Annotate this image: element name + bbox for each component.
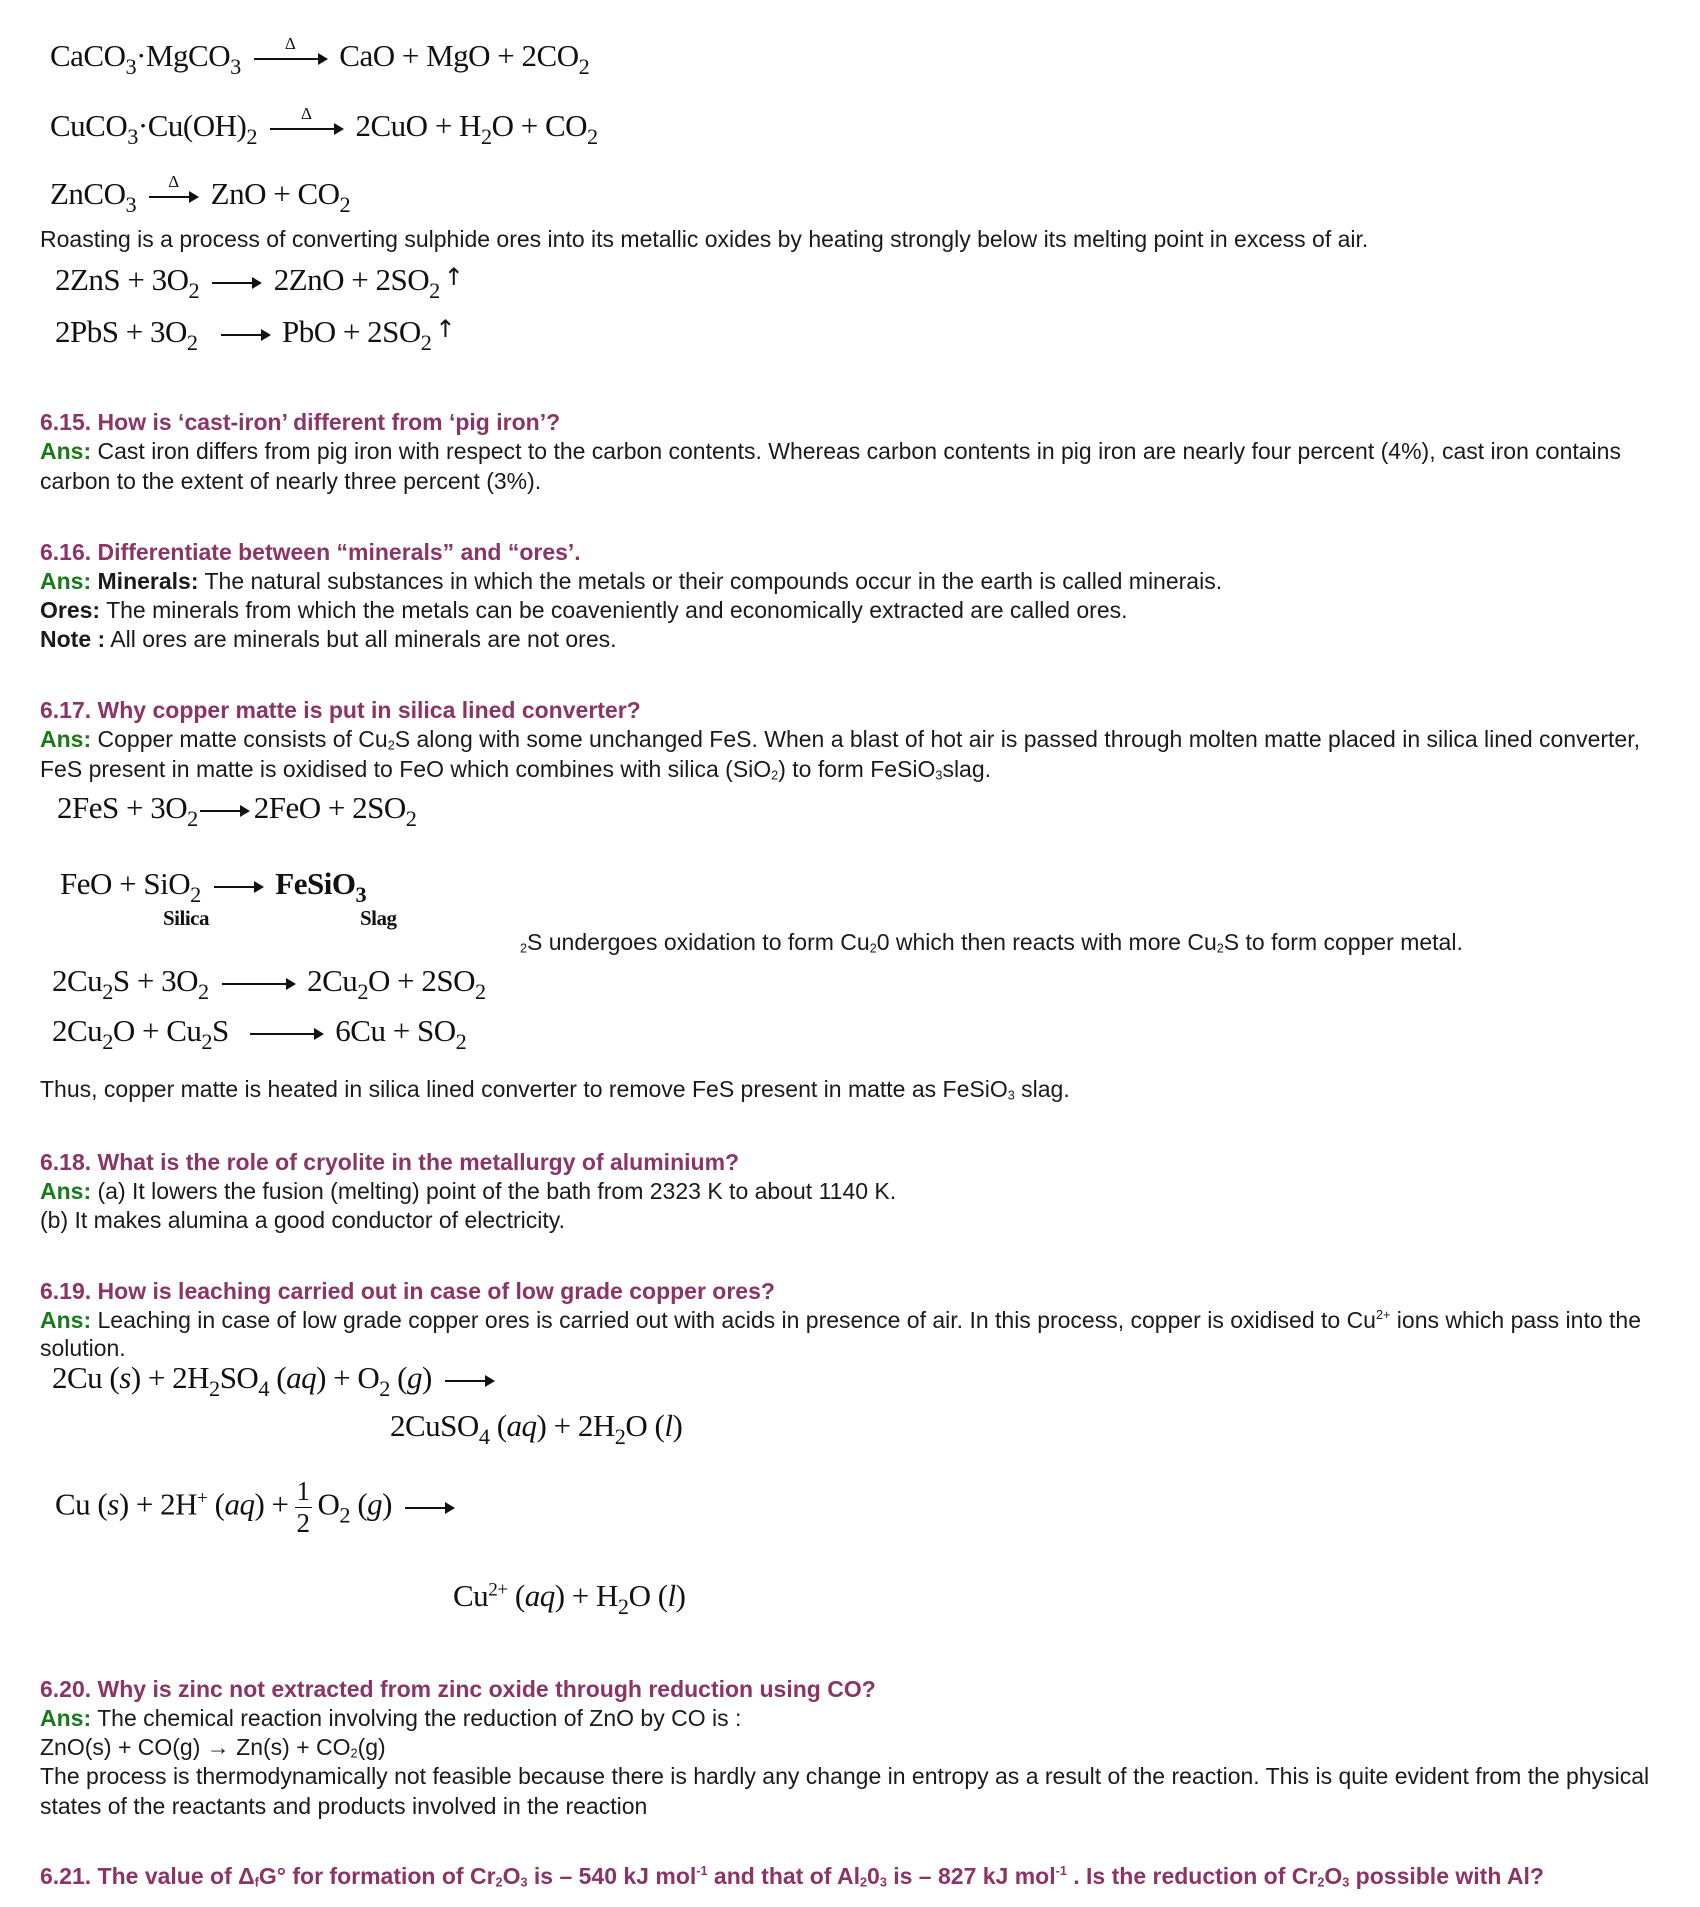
answer-6-15 xyxy=(40,437,1680,496)
ores-definition: The minerals from which the metals can be coaveniently and economically extracted are called ores. xyxy=(100,597,1128,623)
answer-text: Leaching in case of low grade copper ores is carried out with acids in presence of air. In this process, copper is oxidised to Cu xyxy=(91,1307,1376,1333)
state-symbol: aq xyxy=(506,1408,537,1443)
reactant: MgCO xyxy=(145,38,231,73)
eq-part: O ( xyxy=(625,1408,665,1443)
answer-text: ions which pass into the solution. xyxy=(40,1307,1641,1361)
reactant: ZnCO xyxy=(50,176,126,211)
q-text: possible with Al? xyxy=(1349,1863,1544,1889)
subscript: 3 xyxy=(125,53,137,79)
reaction-zno-co xyxy=(40,1733,386,1763)
q-text: . Is the reduction of Cr xyxy=(1066,1863,1318,1889)
equation-leaching-1-products xyxy=(390,1408,683,1449)
subscript: 2 xyxy=(188,277,200,303)
products: FeSiO xyxy=(275,866,356,901)
reaction-arrow-icon xyxy=(214,886,262,888)
answer-label: Ans: xyxy=(40,1705,92,1731)
subscript: 3 xyxy=(355,881,367,907)
conclusion-text: Thus, copper matte is heated in silica lined converter to remove FeS present in matte as FeSiO xyxy=(40,1076,1008,1102)
subscript: 2 xyxy=(339,1502,351,1528)
subscript: 2 xyxy=(474,978,486,1004)
q-text: is – 540 kJ mol xyxy=(527,1863,697,1889)
reaction-arrow-icon xyxy=(254,33,326,60)
state-symbol: aq xyxy=(224,1486,255,1522)
eq-part: ) xyxy=(675,1578,686,1613)
reaction-arrow-icon xyxy=(149,171,197,198)
q-text: 0 xyxy=(867,1863,880,1889)
subscript: 2 xyxy=(102,1028,113,1054)
equation-copper-formation xyxy=(52,1013,467,1054)
equation-slag-formation xyxy=(60,866,397,936)
eq-part: ( xyxy=(350,1486,368,1522)
reactant: S xyxy=(212,1013,229,1048)
answer-label: Ans: xyxy=(40,568,92,594)
eq-part: ( xyxy=(507,1578,525,1613)
product: 6Cu + SO xyxy=(335,1013,456,1048)
equation-leaching-1-reactants xyxy=(52,1360,499,1401)
state-symbol: g xyxy=(367,1486,383,1522)
subscript: 2 xyxy=(379,1375,390,1401)
eq-part: O ( xyxy=(628,1578,668,1613)
state-symbol: aq xyxy=(286,1360,317,1395)
reaction-arrow-icon xyxy=(445,1380,493,1382)
reactant: S + 3O xyxy=(112,963,198,998)
reaction-arrow-icon xyxy=(221,334,269,336)
products: CaO + MgO + 2CO xyxy=(339,38,579,73)
reaction-arrow-icon xyxy=(405,1507,453,1509)
subscript: 2 xyxy=(455,1028,467,1054)
state-symbol: g xyxy=(407,1360,422,1395)
q-text: and that of Al xyxy=(707,1863,860,1889)
eq-part: ( xyxy=(389,1360,407,1395)
fragment-text: S to form copper metal. xyxy=(1223,929,1463,955)
reaction-arrow-icon xyxy=(222,983,294,985)
question-6-19: 6.19. How is leaching carried out in case of low grade copper ores? xyxy=(40,1278,775,1304)
state-symbol: aq xyxy=(524,1578,555,1613)
subscript: 2 xyxy=(429,277,440,303)
reaction-arrow-icon xyxy=(212,282,260,284)
subscript: 2 xyxy=(197,978,209,1004)
superscript: 2+ xyxy=(1375,1308,1391,1323)
answer-6-19 xyxy=(40,1306,1680,1362)
answer-text: S along with some unchanged FeS. When a blast of hot air is passed through molten matte placed in silica lined converter, FeS present in matte is oxidised to FeO which combines with silica (SiO xyxy=(40,726,1640,782)
subscript: 4 xyxy=(478,1423,490,1449)
reaction-text: ZnO(s) + CO(g) → Zn(s) + CO xyxy=(40,1734,351,1760)
eq-part: ( xyxy=(489,1408,507,1443)
eq-part: O xyxy=(317,1486,340,1522)
eq-part: ) + 2H xyxy=(536,1408,615,1443)
answer-6-18-a xyxy=(40,1177,896,1207)
answer-6-18-b: (b) It makes alumina a good conductor of electricity. xyxy=(40,1207,565,1233)
answer-text: slag. xyxy=(942,755,992,782)
reaction-arrow-icon xyxy=(250,1033,322,1035)
subscript: 2 xyxy=(387,738,395,753)
products: 2CuO + H xyxy=(355,108,481,143)
product: O + 2SO xyxy=(367,963,475,998)
answer-text: The chemical reaction involving the reduction of ZnO by CO is : xyxy=(91,1705,742,1731)
equation-malachite-calcination xyxy=(50,103,598,149)
subscript: 3 xyxy=(1342,1875,1350,1890)
subscript: 3 xyxy=(879,1875,887,1890)
answer-6-16-note xyxy=(40,625,617,655)
reaction-arrow-icon xyxy=(200,810,248,812)
eq-part: 2Cu ( xyxy=(52,1360,120,1395)
q-text: 6.21. The value of Δ xyxy=(40,1863,255,1889)
reactants: 2PbS + 3O xyxy=(55,314,187,349)
note-text: All ores are minerals but all minerals are not ores. xyxy=(105,626,617,652)
products: 2FeO + 2SO xyxy=(253,790,406,825)
subscript: 2 xyxy=(617,1593,629,1619)
question-6-17: 6.17. Why copper matte is put in silica lined converter? xyxy=(40,697,641,723)
equation-dolomite-calcination xyxy=(50,33,590,79)
subscript: 2 xyxy=(771,768,779,783)
subscript: 2 xyxy=(480,123,492,149)
gas-evolved-arrow-icon: ↑ xyxy=(435,315,456,344)
question-6-15: 6.15. How is ‘cast-iron’ different from ‘pig iron’? xyxy=(40,409,561,435)
equation-zns-roasting xyxy=(55,262,464,303)
superscript: 2+ xyxy=(488,1579,508,1601)
question-6-16: 6.16. Differentiate between “minerals” and “ores’. xyxy=(40,539,581,565)
subscript: 2 xyxy=(209,1375,220,1401)
answer-text: (a) It lowers the fusion (melting) point of the bath from 2323 K to about 1140 K. xyxy=(91,1178,897,1204)
roasting-definition: Roasting is a process of converting sulphide ores into its metallic oxides by heating strongly below its melting point in excess of air. xyxy=(40,226,1369,252)
cu2s-oxidation-fragment xyxy=(520,928,1463,958)
state-symbol: l xyxy=(664,1408,673,1443)
eq-part: ( xyxy=(207,1486,225,1522)
conclusion-6-17 xyxy=(40,1075,1070,1105)
eq-part: ) + O xyxy=(316,1360,380,1395)
equation-pbs-roasting xyxy=(55,314,456,355)
fraction-denominator: 2 xyxy=(296,1508,310,1538)
reaction-arrow-icon xyxy=(270,103,342,130)
subscript: 2 xyxy=(190,881,201,907)
eq-part: ) xyxy=(382,1486,392,1522)
equation-fes-oxidation xyxy=(57,790,417,831)
reactants: 2ZnS + 3O xyxy=(55,262,189,297)
minerals-label: Minerals: xyxy=(97,568,199,594)
state-symbol: s xyxy=(107,1486,119,1522)
reactants: 2FeS + 3O xyxy=(57,790,188,825)
superscript: -1 xyxy=(696,1864,708,1879)
q-text: is – 827 kJ mol xyxy=(886,1863,1056,1889)
eq-part: ) + xyxy=(254,1486,289,1522)
subscript: 2 xyxy=(187,805,198,831)
products: ZnO + CO xyxy=(210,176,340,211)
fragment-text: 0 which then reacts with more Cu xyxy=(876,929,1217,955)
heat-symbol: Δ xyxy=(284,33,296,53)
heat-symbol: Δ xyxy=(168,171,179,191)
subscript: 2 xyxy=(201,1028,213,1054)
question-6-18: 6.18. What is the role of cryolite in the metallurgy of aluminium? xyxy=(40,1149,740,1175)
reactant: 2Cu xyxy=(52,963,103,998)
subscript: 2 xyxy=(350,1746,358,1761)
conclusion-text: slag. xyxy=(1014,1076,1070,1102)
answer-text: Cast iron differs from pig iron with respect to the carbon contents. Whereas carbon contents in pig iron are nearly four percent (4%), cast iron contains carbon to the extent of nearly three percent (3%). xyxy=(40,438,1621,494)
subscript: 2 xyxy=(186,329,198,355)
slag-label: Slag xyxy=(360,906,397,930)
answer-6-20 xyxy=(40,1704,741,1734)
answer-text: Copper matte consists of Cu xyxy=(91,726,388,752)
subscript: 2 xyxy=(495,1875,503,1890)
reactant: CuCO xyxy=(50,108,128,143)
fragment-text: S undergoes oxidation to form Cu xyxy=(527,929,870,955)
note-label: Note : xyxy=(40,626,106,652)
eq-part: ( xyxy=(268,1360,287,1395)
subscript: 3 xyxy=(125,191,137,217)
equation-calamine-calcination xyxy=(50,171,351,217)
fraction-one-half xyxy=(295,1478,312,1537)
eq-part: Cu xyxy=(453,1578,489,1613)
superscript: + xyxy=(197,1488,208,1510)
fraction-numerator: 1 xyxy=(296,1476,310,1506)
explanation-6-20: The process is thermodynamically not feasible because there is hardly any change in entropy as a result of the reaction. This is quite evident from the physical states of the reactants and products involved in the reaction xyxy=(40,1763,1650,1819)
subscript: 3 xyxy=(127,123,138,149)
eq-part: ) + 2H xyxy=(130,1360,210,1395)
subscript: 2 xyxy=(869,941,877,956)
heat-symbol: Δ xyxy=(301,103,312,123)
silica-label: Silica xyxy=(163,906,210,930)
subscript: 2 xyxy=(859,1875,868,1890)
products: O + CO xyxy=(491,108,588,143)
q-text: O xyxy=(1324,1863,1343,1889)
eq-part: ) + 2H xyxy=(118,1486,198,1522)
products: 2ZnO + 2SO xyxy=(273,262,430,297)
subscript: 2 xyxy=(420,329,432,355)
subscript: 3 xyxy=(935,768,943,783)
subscript: 2 xyxy=(405,805,417,831)
answer-label: Ans: xyxy=(40,438,92,464)
subscript: 2 xyxy=(614,1423,626,1449)
reactant: CaCO xyxy=(50,38,126,73)
eq-part: ) + H xyxy=(554,1578,618,1613)
state-symbol: l xyxy=(667,1578,676,1613)
reactant: 2Cu xyxy=(52,1013,103,1048)
answer-label: Ans: xyxy=(40,1178,92,1204)
eq-part: ) xyxy=(672,1408,683,1443)
q-text: O xyxy=(502,1863,521,1889)
answer-6-16-ores xyxy=(40,596,1128,626)
reactant: O + Cu xyxy=(112,1013,202,1048)
gas-evolved-arrow-icon: ↑ xyxy=(443,263,464,292)
subscript: 3 xyxy=(1007,1088,1015,1103)
reactant: Cu(OH) xyxy=(147,108,247,143)
eq-part: SO xyxy=(219,1360,259,1395)
ores-label: Ores: xyxy=(40,597,101,623)
equation-cu2s-oxidation xyxy=(52,963,486,1004)
eq-part: 2CuSO xyxy=(390,1408,479,1443)
eq-part: Cu ( xyxy=(55,1486,108,1522)
subscript: 2 xyxy=(520,941,528,956)
question-6-20: 6.20. Why is zinc not extracted from zinc oxide through reduction using CO? xyxy=(40,1676,876,1702)
subscript: 2 xyxy=(246,123,257,149)
subscript: 2 xyxy=(1317,1875,1325,1890)
answer-label: Ans: xyxy=(40,726,92,752)
subscript: 2 xyxy=(339,191,351,217)
q-text: G° for formation of Cr xyxy=(258,1863,496,1889)
subscript: 2 xyxy=(1216,941,1224,956)
equation-leaching-2-reactants xyxy=(55,1478,459,1537)
subscript: 3 xyxy=(520,1875,528,1890)
subscript: 2 xyxy=(357,978,368,1004)
superscript: -1 xyxy=(1055,1864,1067,1879)
product: 2Cu xyxy=(307,963,358,998)
subscript: f xyxy=(254,1875,259,1890)
subscript: 2 xyxy=(102,978,113,1004)
reaction-text: (g) xyxy=(357,1734,386,1760)
answer-6-16-minerals xyxy=(40,567,1222,597)
answer-text: ) to form FeSiO xyxy=(778,755,936,782)
subscript: 2 xyxy=(578,53,590,79)
minerals-definition: The natural substances in which the metals or their compounds occur in the earth is called minerais. xyxy=(198,568,1223,594)
dot: · xyxy=(137,108,148,143)
answer-6-17 xyxy=(40,725,1680,784)
subscript: 3 xyxy=(230,53,241,79)
subscript: 4 xyxy=(258,1375,269,1401)
products: PbO + 2SO xyxy=(282,314,421,349)
equation-leaching-2-products xyxy=(453,1578,686,1619)
state-symbol: s xyxy=(119,1360,131,1395)
reactants: FeO + SiO xyxy=(60,866,191,901)
dot: · xyxy=(136,38,146,73)
subscript: 2 xyxy=(587,123,598,149)
eq-part: ) xyxy=(422,1360,432,1395)
question-6-21 xyxy=(40,1862,1680,1892)
answer-label: Ans: xyxy=(40,1307,92,1333)
